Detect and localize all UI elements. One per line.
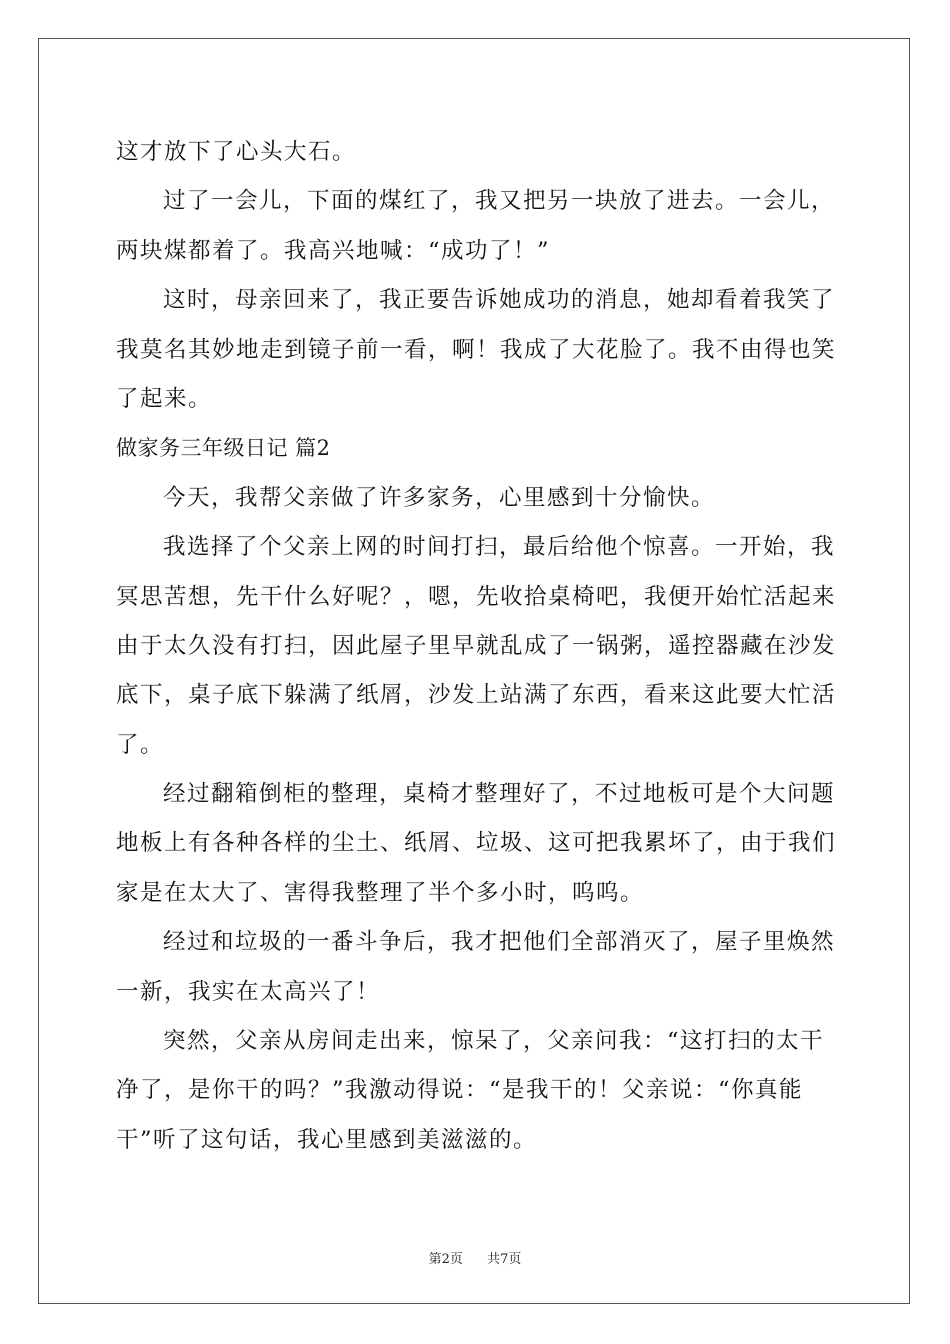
text-line: 地板上有各种各样的尘土、纸屑、垃圾、这可把我累坏了，由于我们	[116, 830, 837, 857]
text-line: 我莫名其妙地走到镜子前一看，啊！我成了大花脸了。我不由得也笑	[116, 336, 837, 363]
text-line: 两块煤都着了。我高兴地喊：“成功了！”	[116, 237, 551, 264]
text-line: 经过翻箱倒柜的整理，桌椅才整理好了，不过地板可是个大问题	[163, 781, 836, 808]
document-body	[116, 128, 836, 1165]
text-line: 了起来。	[116, 385, 213, 412]
text-line: 这才放下了心头大石。	[116, 139, 357, 165]
text-line: 经过和垃圾的一番斗争后，我才把他们全部消灭了，屋子里焕然	[163, 929, 836, 956]
text-line: 了。	[116, 731, 165, 758]
text-line: 这时，母亲回来了，我正要告诉她成功的消息，她却看着我笑了	[163, 287, 836, 314]
text-line: 由于太久没有打扫，因此屋子里早就乱成了一锅粥，遥控器藏在沙发	[116, 632, 837, 659]
page-number: 第2页	[428, 1252, 463, 1267]
text-line: 底下，桌子底下躲满了纸屑，沙发上站满了东西，看来这此要大忙活	[116, 682, 837, 709]
text-line: 冥思苦想，先干什么好呢？，嗯，先收拾桌椅吧，我便开始忙活起来	[116, 583, 837, 610]
text-line: 干”听了这句话，我心里感到美滋滋的。	[116, 1126, 538, 1153]
text-line: 今天，我帮父亲做了许多家务，心里感到十分愉快。	[163, 484, 716, 511]
text-line: 过了一会儿，下面的煤红了，我又把另一块放了进去。一会儿，	[163, 188, 836, 215]
section-heading: 做家务三年级日记 篇2	[116, 436, 331, 461]
text-line: 突然，父亲从房间走出来，惊呆了，父亲问我：“这打扫的太干	[163, 1028, 825, 1055]
page-footer	[0, 1248, 950, 1267]
text-line: 我选择了个父亲上网的时间打扫，最后给他个惊喜。一开始，我	[163, 534, 836, 561]
text-line: 一新，我实在太高兴了！	[116, 978, 381, 1005]
text-line: 净了，是你干的吗？”我激动得说：“是我干的！父亲说：“你真能	[116, 1077, 804, 1104]
page-total: 共7页	[487, 1252, 522, 1267]
text-line: 家是在太大了、害得我整理了半个多小时，呜呜。	[116, 879, 645, 906]
